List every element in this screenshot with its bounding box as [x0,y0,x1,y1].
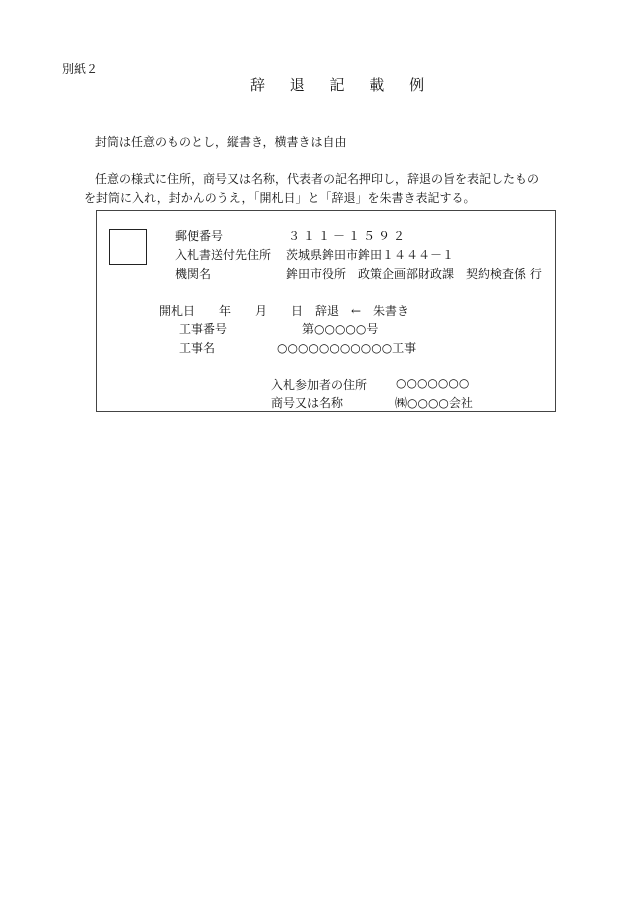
opening-date-line: 開札日 年 月 日 辞退 ← 朱書き [159,304,410,318]
postal-code-value: ３１１－１５９２ [288,229,409,243]
bidder-name-label: 商号又は名称 [271,396,344,410]
sheet-label: 別紙２ [62,62,99,76]
page-title: 辞 退 記 載 例 [250,76,435,94]
bidder-address-value: ○○○○○○○ [396,376,470,390]
envelope-example [96,210,556,412]
work-number-label: 工事番号 [179,322,228,336]
bidder-address-label: 入札参加者の住所 [271,378,368,392]
instruction-line-2a: 任意の様式に住所，商号又は名称，代表者の記名押印し，辞退の旨を表記したもの [95,172,540,186]
work-number-value: 第○○○○○号 [302,322,379,336]
agency-value: 鉾田市役所 政策企画部財政課 契約検査係 行 [286,267,542,281]
bidder-name-value: ㈱○○○○会社 [395,396,473,410]
address-label: 入札書送付先住所 [175,248,272,262]
work-name-label: 工事名 [179,341,216,355]
work-name-value: ○○○○○○○○○○○工事 [277,341,417,355]
instruction-line-1: 封筒は任意のものとし，縦書き，横書きは自由 [95,135,347,149]
address-value: 茨城県鉾田市鉾田１４４４－１ [286,248,455,262]
stamp-box [109,229,147,265]
instruction-line-2b: を封筒に入れ，封かんのうえ，「開札日」と「辞退」を朱書き表記する。 [84,191,476,205]
postal-code-label: 郵便番号 [175,229,224,243]
agency-label: 機関名 [175,267,212,281]
